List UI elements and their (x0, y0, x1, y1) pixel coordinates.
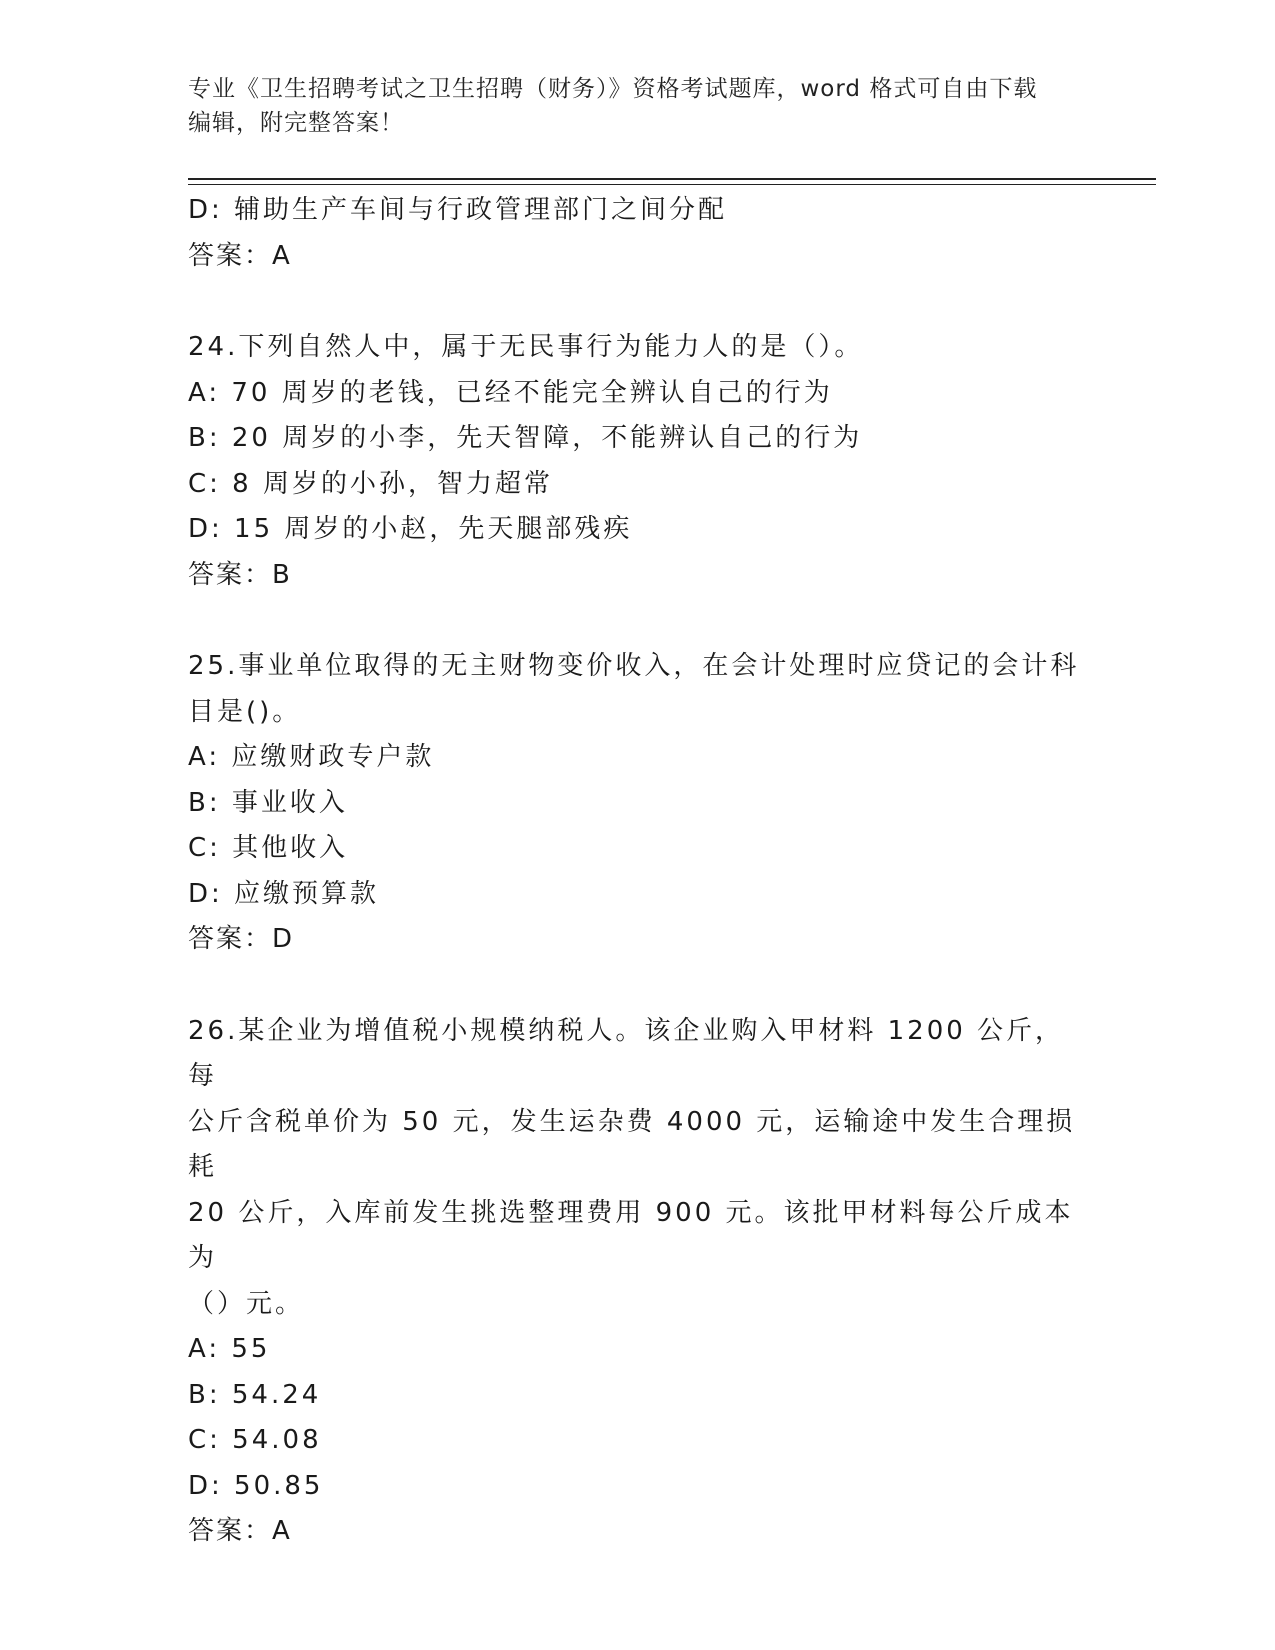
header-line-1: 专业《卫生招聘考试之卫生招聘（财务）》资格考试题库，word 格式可自由下载 (188, 76, 1038, 102)
spacer (188, 279, 1088, 325)
header-rule-thick (188, 178, 1156, 180)
option-c: C: 54.08 (188, 1425, 322, 1455)
option-c: C: 8 周岁的小孙，智力超常 (188, 468, 553, 499)
option-d: D: 50.85 (188, 1470, 324, 1501)
option-a: A: 70 周岁的老钱，已经不能完全辨认自己的行为 (188, 377, 833, 408)
question-26 (188, 1009, 1088, 1555)
question-stem: 24.下列自然人中，属于无民事行为能力人的是（）。 (188, 332, 864, 362)
option-d: D: 15 周岁的小赵，先天腿部残疾 (188, 514, 633, 544)
option-b: B: 事业收入 (188, 787, 348, 818)
question-stem-line-1: 25.事业单位取得的无主财物变价收入，在会计处理时应贷记的会计科 (188, 651, 1080, 681)
question-stem-line-2: 目是()。 (188, 696, 302, 727)
option-d: D: 应缴预算款 (188, 878, 380, 909)
question-stem-line-2: 公斤含税单价为 50 元，发生运杂费 4000 元，运输途中发生合理损耗 (188, 1106, 1076, 1182)
option-a: A: 55 (188, 1334, 271, 1364)
spacer (188, 963, 1088, 1009)
question-content (188, 188, 1088, 1555)
document-header (188, 72, 1088, 140)
answer-line: 答案：A (188, 1516, 292, 1546)
option-a: A: 应缴财政专户款 (188, 742, 435, 772)
header-rule-thin (188, 184, 1156, 185)
answer-line: 答案：B (188, 559, 292, 590)
question-stem-line-4: （）元。 (188, 1288, 305, 1319)
spacer (188, 598, 1088, 644)
question-stem-line-1: 26.某企业为增值税小规模纳税人。该企业购入甲材料 1200 公斤，每 (188, 1015, 1065, 1091)
option-d: D: 辅助生产车间与行政管理部门之间分配 (188, 195, 728, 225)
previous-question-tail (188, 188, 1088, 279)
option-b: B: 54.24 (188, 1379, 322, 1410)
option-b: B: 20 周岁的小李，先天智障，不能辨认自己的行为 (188, 423, 863, 453)
question-25 (188, 644, 1088, 963)
answer-line: 答案：D (188, 924, 295, 954)
question-stem-line-3: 20 公斤，入库前发生挑选整理费用 900 元。该批甲材料每公斤成本为 (188, 1197, 1074, 1273)
header-line-2: 编辑，附完整答案！ (188, 110, 404, 136)
answer-line: 答案：A (188, 240, 292, 271)
question-24 (188, 325, 1088, 598)
option-c: C: 其他收入 (188, 833, 349, 863)
